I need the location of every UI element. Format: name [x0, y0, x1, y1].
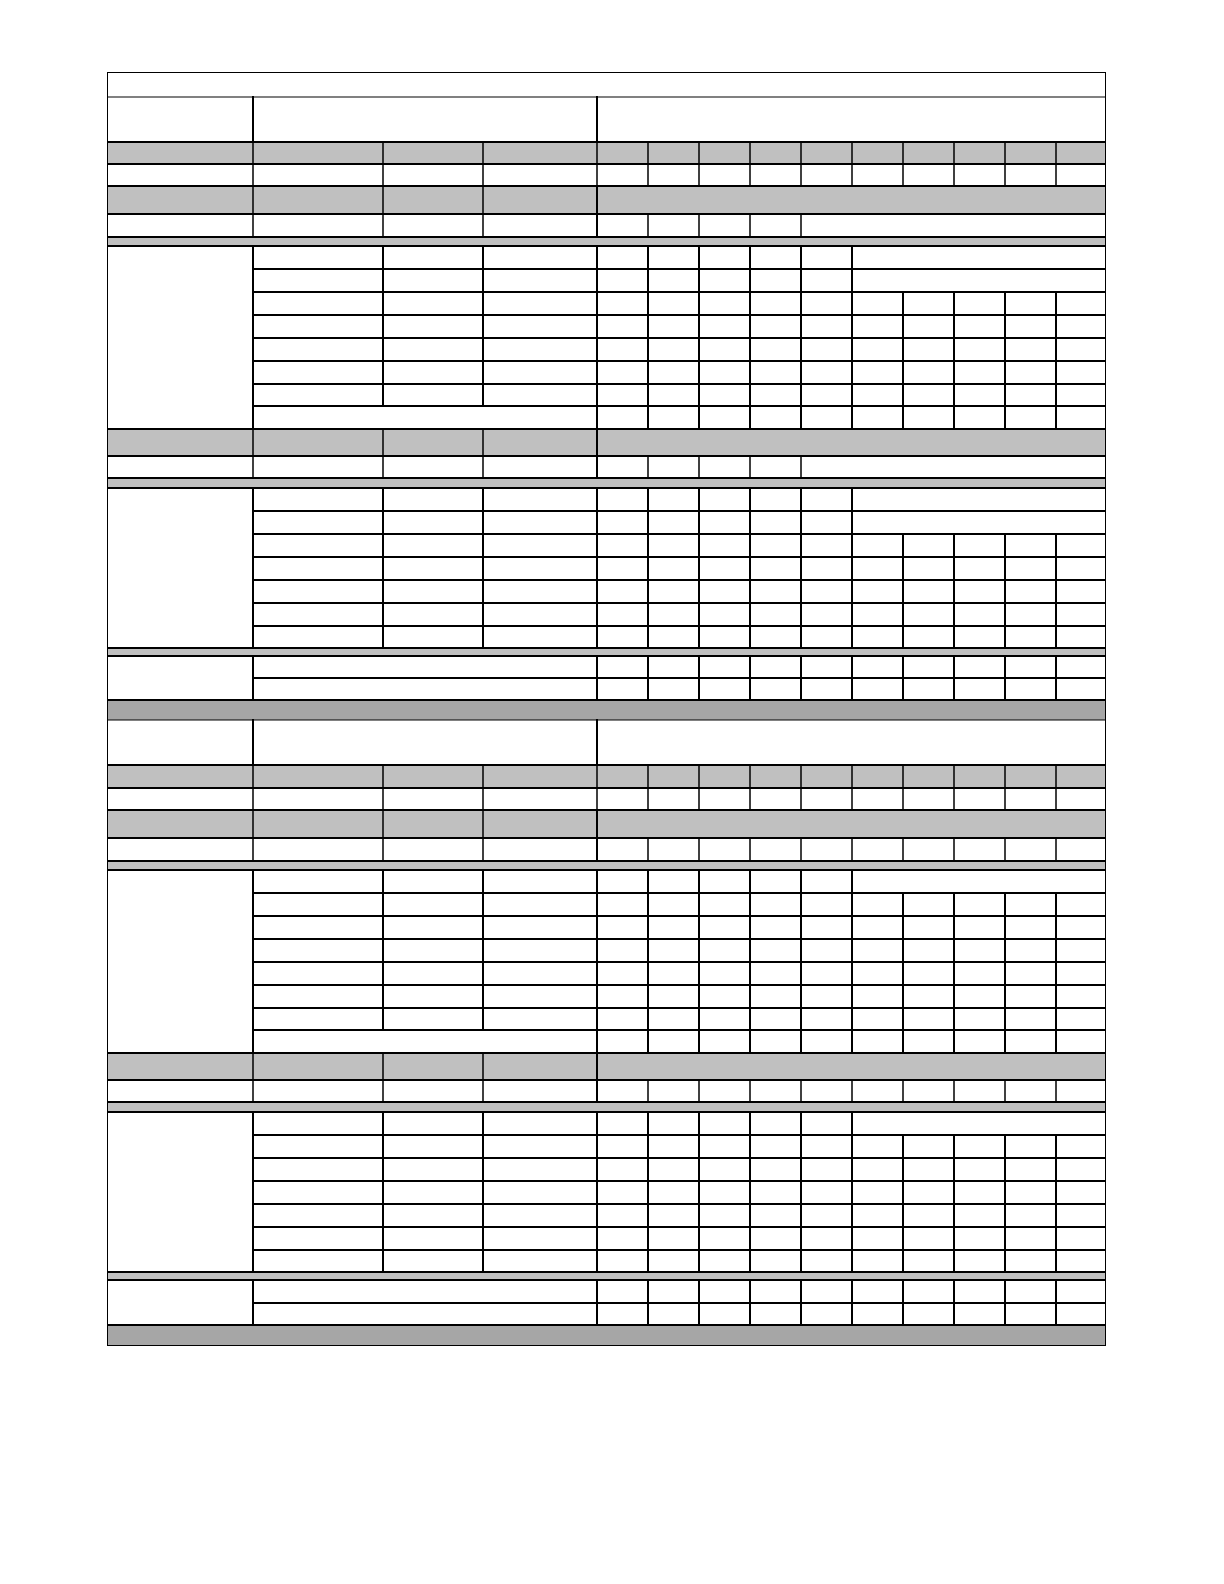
separator-band	[108, 237, 1105, 246]
header-band	[108, 429, 1105, 456]
header-band	[108, 142, 1105, 164]
separator-band	[108, 478, 1105, 488]
header-band	[108, 1053, 1105, 1080]
separator-band	[108, 861, 1105, 870]
separator-band	[108, 648, 1105, 656]
separator-band	[108, 1272, 1105, 1280]
header-band	[108, 810, 1105, 838]
separator-band	[108, 1102, 1105, 1112]
header-band	[108, 186, 1105, 214]
header-band	[108, 765, 1105, 788]
section-band	[108, 700, 1105, 720]
section-band	[108, 1325, 1105, 1345]
